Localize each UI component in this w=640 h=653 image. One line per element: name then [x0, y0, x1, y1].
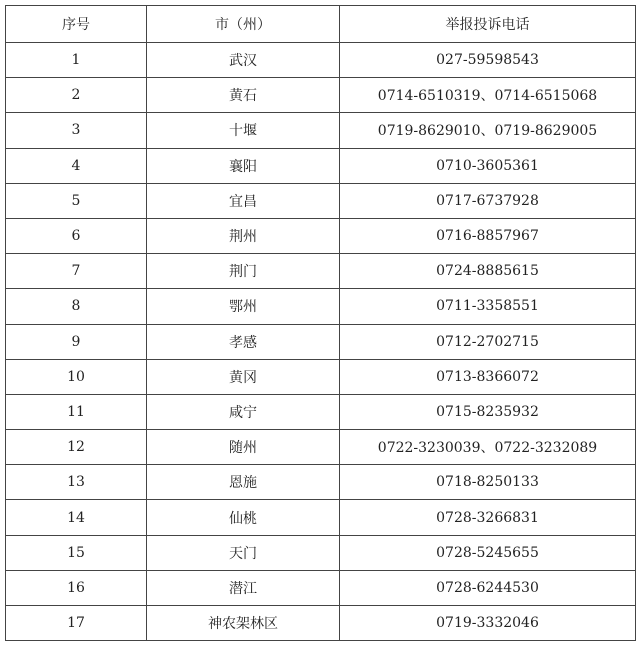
cell-city: 宜昌	[147, 183, 340, 218]
table-row	[6, 465, 636, 500]
cell-phone: 0710-3605361	[340, 148, 636, 183]
cell-phone: 0717-6737928	[340, 183, 636, 218]
cell-index: 14	[6, 500, 147, 535]
cell-phone: 0724-8885615	[340, 254, 636, 289]
cell-index: 2	[6, 78, 147, 113]
table-body	[6, 43, 636, 641]
hotline-table-container	[5, 5, 635, 641]
cell-phone: 0715-8235932	[340, 394, 636, 429]
table-row	[6, 500, 636, 535]
cell-city: 仙桃	[147, 500, 340, 535]
cell-index: 13	[6, 465, 147, 500]
table-row	[6, 289, 636, 324]
cell-phone: 0722-3230039、0722-3232089	[340, 430, 636, 465]
table-row	[6, 183, 636, 218]
cell-phone: 0711-3358551	[340, 289, 636, 324]
cell-city: 黄冈	[147, 359, 340, 394]
cell-city: 孝感	[147, 324, 340, 359]
cell-phone: 0718-8250133	[340, 465, 636, 500]
cell-phone: 0712-2702715	[340, 324, 636, 359]
cell-phone: 0714-6510319、0714-6515068	[340, 78, 636, 113]
table-row	[6, 254, 636, 289]
cell-index: 1	[6, 43, 147, 78]
cell-index: 16	[6, 570, 147, 605]
header-phone: 举报投诉电话	[340, 6, 636, 43]
cell-city: 随州	[147, 430, 340, 465]
cell-phone: 0719-3332046	[340, 606, 636, 641]
table-row	[6, 570, 636, 605]
header-index: 序号	[6, 6, 147, 43]
table-row	[6, 535, 636, 570]
cell-city: 武汉	[147, 43, 340, 78]
cell-city: 十堰	[147, 113, 340, 148]
cell-city: 天门	[147, 535, 340, 570]
cell-city: 神农架林区	[147, 606, 340, 641]
cell-city: 潜江	[147, 570, 340, 605]
cell-city: 荆州	[147, 218, 340, 253]
cell-city: 襄阳	[147, 148, 340, 183]
cell-phone: 0716-8857967	[340, 218, 636, 253]
header-city: 市（州）	[147, 6, 340, 43]
table-row	[6, 113, 636, 148]
cell-index: 3	[6, 113, 147, 148]
cell-phone: 0728-6244530	[340, 570, 636, 605]
cell-phone: 0713-8366072	[340, 359, 636, 394]
cell-city: 恩施	[147, 465, 340, 500]
cell-city: 黄石	[147, 78, 340, 113]
cell-phone: 0719-8629010、0719-8629005	[340, 113, 636, 148]
table-row	[6, 606, 636, 641]
table-row	[6, 394, 636, 429]
table-row	[6, 218, 636, 253]
cell-index: 7	[6, 254, 147, 289]
cell-index: 17	[6, 606, 147, 641]
hotline-table	[5, 5, 636, 641]
cell-index: 15	[6, 535, 147, 570]
table-row	[6, 359, 636, 394]
table-row	[6, 78, 636, 113]
cell-city: 咸宁	[147, 394, 340, 429]
table-row	[6, 324, 636, 359]
cell-index: 11	[6, 394, 147, 429]
table-row	[6, 430, 636, 465]
table-header-row	[6, 6, 636, 43]
cell-index: 12	[6, 430, 147, 465]
cell-phone: 027-59598543	[340, 43, 636, 78]
cell-city: 鄂州	[147, 289, 340, 324]
cell-phone: 0728-3266831	[340, 500, 636, 535]
cell-index: 4	[6, 148, 147, 183]
table-row	[6, 148, 636, 183]
cell-phone: 0728-5245655	[340, 535, 636, 570]
cell-city: 荆门	[147, 254, 340, 289]
cell-index: 8	[6, 289, 147, 324]
cell-index: 6	[6, 218, 147, 253]
cell-index: 9	[6, 324, 147, 359]
cell-index: 10	[6, 359, 147, 394]
table-row	[6, 43, 636, 78]
cell-index: 5	[6, 183, 147, 218]
